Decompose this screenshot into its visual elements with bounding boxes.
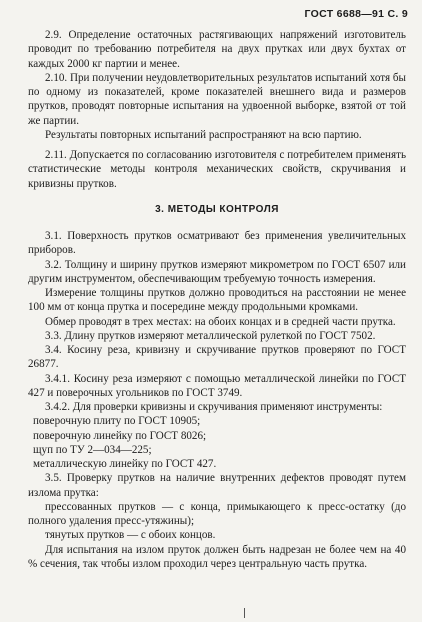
paragraph-2-9: 2.9. Определение остаточных растягивающих напряжений изготовитель проводит по требованию потребителя на двух прутках или двух бухтах от каждых 2000 кг партии и менее. [28,29,406,70]
paragraph-2-10: 2.10. При получении неудовлетворительных результатов испытаний хотя бы по одному из показателей, кроме показателей внешнего вида и размеров прутков, проводят повторные испытания на удвоенной выборке, взятой от той же партии. [28,71,406,127]
paragraph-3-1: 3.1. Поверхность прутков осматривают без применения увеличительных приборов. [28,230,406,257]
instrument-item: поверочную линейку по ГОСТ 8026; [33,429,207,442]
paragraph-3-4-1: 3.4.1. Косину реза измеряют с помощью металлической линейки по ГОСТ 427 и поверочных угольников по ГОСТ 3749. [28,372,406,399]
paragraph-3-4-2: 3.4.2. Для проверки кривизны и скручивания применяют инструменты: [45,401,383,413]
paragraph-2-11: 2.11. Допускается по согласованию изготовителя с потребителем применять статистические методы контроля механических свойств, скручивания и кривизны прутков. [28,149,406,190]
paragraph-fracture-test: Для испытания на излом пруток должен быть надрезан не более чем на 40 % сечения, так чтобы излом проходил через центральную часть прутка. [28,543,406,570]
instrument-item: щуп по ТУ 2—034—225; [33,443,152,456]
page-header: ГОСТ 6688—91 С. 9 [304,8,408,20]
paragraph-3-3: 3.3. Длину прутков измеряют металлической рулеткой по ГОСТ 7502. [45,329,376,342]
page-edge-mark [244,608,245,618]
paragraph-drawn-bars: тянутых прутков — с обоих концов. [45,529,216,542]
paragraph-3-2: 3.2. Толщину и ширину прутков измеряют микрометром по ГОСТ 6507 или другим инструментом, обеспечивающим требуемую точность измерения. [28,258,406,285]
section-title: 3. МЕТОДЫ КОНТРОЛЯ [155,203,279,215]
instrument-item: поверочную плиту по ГОСТ 10905; [33,415,201,428]
paragraph-3-4: 3.4. Косину реза, кривизну и скручивание прутков проверяют по ГОСТ 26877. [28,344,406,371]
document-body [28,28,406,571]
paragraph-thickness: Измерение толщины прутков должно проводиться на расстоянии не менее 100 мм от конца прутка и посередине между продольными кромками. [28,287,406,314]
paragraph-3-5: 3.5. Проверку прутков на наличие внутренних дефектов проводят путем излома прутка: [28,472,406,499]
instrument-item: металлическую линейку по ГОСТ 427. [33,458,217,470]
paragraph-repeat-results: Результаты повторных испытаний распространяют на всю партию. [45,128,362,141]
paragraph-measure-places: Обмер проводят в трех местах: на обоих концах и в средней части прутка. [45,315,396,328]
paragraph-pressed-bars: прессованных прутков — с конца, примыкающего к пресс-остатку (до полного удаления пресс-утяжины); [28,500,406,527]
